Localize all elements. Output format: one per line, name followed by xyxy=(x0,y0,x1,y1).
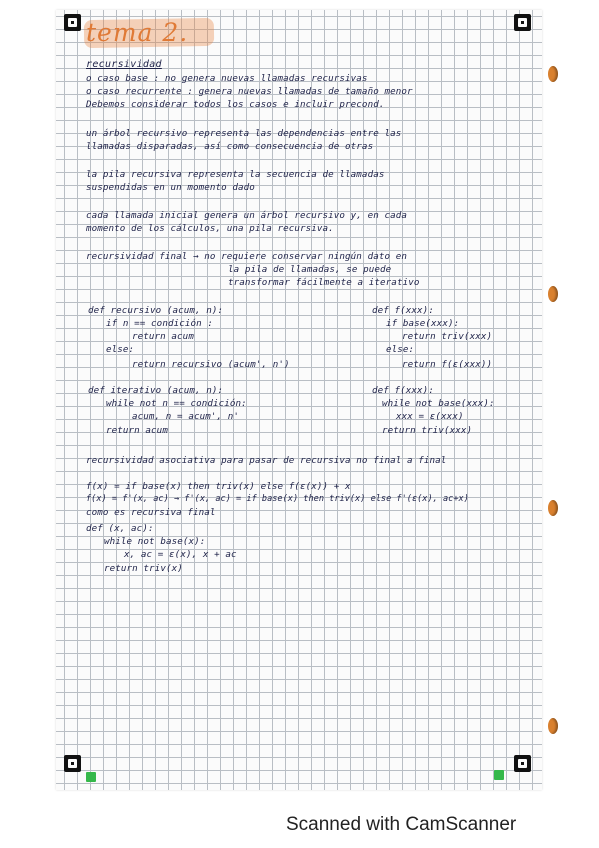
associative-line: f(x) = if base(x) then triv(x) else f(ε(x)) + x xyxy=(86,481,351,492)
code-right-line: if base(xxx): xyxy=(386,318,460,329)
code-right-line: return f(ε(xxx)) xyxy=(402,359,493,370)
code-right-line: while not base(xxx): xyxy=(382,398,495,409)
associative-line: while not base(x): xyxy=(104,536,206,547)
code-left-line: return acum xyxy=(106,425,168,436)
code-left-line: acum, n = acum', n' xyxy=(132,411,239,422)
green-dot-icon xyxy=(86,772,96,782)
note-final-2: la pila de llamadas, se puede xyxy=(228,264,392,275)
corner-marker-icon xyxy=(64,14,81,31)
corner-marker-icon xyxy=(514,14,531,31)
associative-line: como es recursiva final xyxy=(86,507,216,518)
code-left-line: else: xyxy=(106,344,135,355)
binder-hole-icon xyxy=(548,500,558,516)
code-right-line: def f(xxx): xyxy=(372,305,434,316)
note-debemos: Debemos considerar todos los casos e incluir precond. xyxy=(86,99,385,110)
page-title: tema 2. xyxy=(86,18,189,47)
note-caso-base: o caso base : no genera nuevas llamadas recursivas xyxy=(86,73,368,84)
note-caso-recurrente: o caso recurrente : genera nuevas llamadas de tamaño menor xyxy=(86,86,413,97)
associative-line: f(x) = f'(x, ac) → f'(x, ac) = if base(x) then triv(x) else f'(ε(x), ac+x) xyxy=(86,494,469,504)
code-right-line: xxx = ε(xxx) xyxy=(396,411,464,422)
note-arbol-2: llamadas disparadas, así como consecuencia de otras xyxy=(86,141,374,152)
binder-hole-icon xyxy=(548,66,558,82)
note-final-3: transformar fácilmente a iterativo xyxy=(228,277,420,288)
code-left-line: return acum xyxy=(132,331,194,342)
code-left-line: def iterativo (acum, n): xyxy=(88,385,224,396)
code-left-line: def recursivo (acum, n): xyxy=(88,305,224,316)
code-right-line: def f(xxx): xyxy=(372,385,434,396)
notes-heading: recursividad xyxy=(86,59,162,70)
green-dot-icon xyxy=(494,770,504,780)
note-pila-1: la pila recursiva representa la secuencia de llamadas xyxy=(86,169,385,180)
note-pila-2: suspendidas en un momento dado xyxy=(86,182,255,193)
corner-marker-icon xyxy=(514,755,531,772)
code-left-line: if n == condición : xyxy=(106,318,213,329)
note-arbol-1: un árbol recursivo representa las dependencias entre las xyxy=(86,128,402,139)
associative-heading: recursividad asociativa para pasar de recursiva no final a final xyxy=(86,455,447,466)
associative-line: x, ac = ε(x), x + ac xyxy=(124,549,237,560)
code-left-line: while not n == condición: xyxy=(106,398,247,409)
associative-line: def (x, ac): xyxy=(86,523,154,534)
camscanner-watermark: Scanned with CamScanner xyxy=(286,814,517,835)
binder-hole-icon xyxy=(548,718,558,734)
note-cada-2: momento de los cálculos, una pila recursiva. xyxy=(86,223,334,234)
note-final-1: recursividad final → no requiere conservar ningún dato en xyxy=(86,251,407,262)
code-right-line: return triv(xxx) xyxy=(382,425,473,436)
binder-hole-icon xyxy=(548,286,558,302)
corner-marker-icon xyxy=(64,755,81,772)
code-right-line: return triv(xxx) xyxy=(402,331,493,342)
code-left-line: return recursivo (acum', n') xyxy=(132,359,290,370)
associative-line: return triv(x) xyxy=(104,563,183,574)
code-right-line: else: xyxy=(386,344,415,355)
note-cada-1: cada llamada inicial genera un árbol recursivo y, en cada xyxy=(86,210,407,221)
